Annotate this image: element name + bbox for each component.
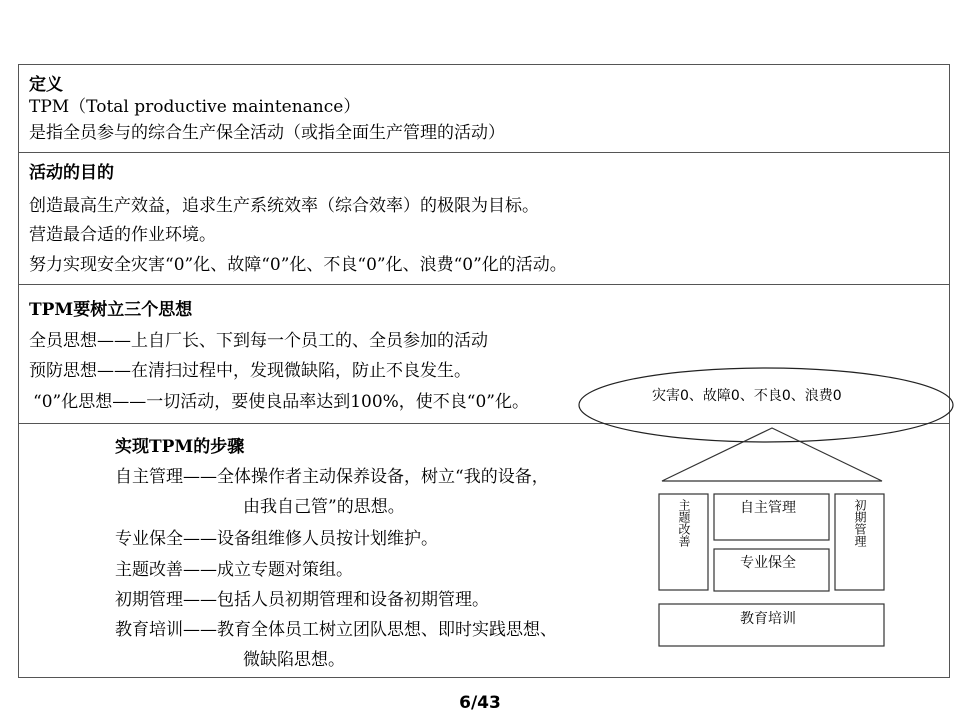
steps-line-5: 初期管理——包括人员初期管理和设备初期管理。 <box>115 590 489 610</box>
right-pillar-label: 初期管理 <box>853 499 867 547</box>
thoughts-line-2: 预防思想——在清扫过程中，发现微缺陷，防止不良发生。 <box>29 361 471 381</box>
thoughts-heading: TPM要树立三个思想 <box>29 300 193 320</box>
steps-line-3: 专业保全——设备组维修人员按计划维护。 <box>115 529 438 549</box>
base-box-label: 教育培训 <box>740 611 796 627</box>
definition-line-1: TPM（Total productive maintenance） <box>29 97 361 117</box>
purpose-line-3: 努力实现安全灾害“0”化、故障“0”化、不良“0”化、浪费“0”化的活动。 <box>29 255 567 275</box>
left-pillar-label: 主题改善 <box>677 499 691 547</box>
steps-heading: 实现TPM的步骤 <box>115 437 245 457</box>
house-roof <box>662 428 882 481</box>
purpose-heading: 活动的目的 <box>29 163 114 183</box>
definition-line-2: 是指全员参与的综合生产保全活动（或指全面生产管理的活动） <box>29 123 505 143</box>
purpose-line-1: 创造最高生产效益，追求生产系统效率（综合效率）的极限为目标。 <box>29 196 539 216</box>
steps-line-7: 微缺陷思想。 <box>243 650 345 670</box>
middle-box-label: 专业保全 <box>740 555 796 571</box>
purpose-line-2: 营造最合适的作业环境。 <box>29 225 216 245</box>
top-box-label: 自主管理 <box>740 500 796 516</box>
steps-line-1: 自主管理——全体操作者主动保养设备，树立“我的设备， <box>115 467 549 487</box>
steps-line-4: 主题改善——成立专题对策组。 <box>115 560 353 580</box>
thoughts-line-1: 全员思想——上自厂长、下到每一个员工的、全员参加的活动 <box>29 331 488 351</box>
page-number: 6/43 <box>459 693 501 713</box>
definition-heading: 定义 <box>29 75 63 95</box>
steps-line-2: 由我自己管”的思想。 <box>243 497 405 517</box>
callout-text: 灾害0、故障0、不良0、浪费0 <box>652 388 842 404</box>
thoughts-line-3: “0”化思想——一切活动，要使良品率达到100%，使不良“0”化。 <box>33 392 529 412</box>
steps-line-6: 教育培训——教育全体员工树立团队思想、即时实践思想、 <box>115 620 557 640</box>
